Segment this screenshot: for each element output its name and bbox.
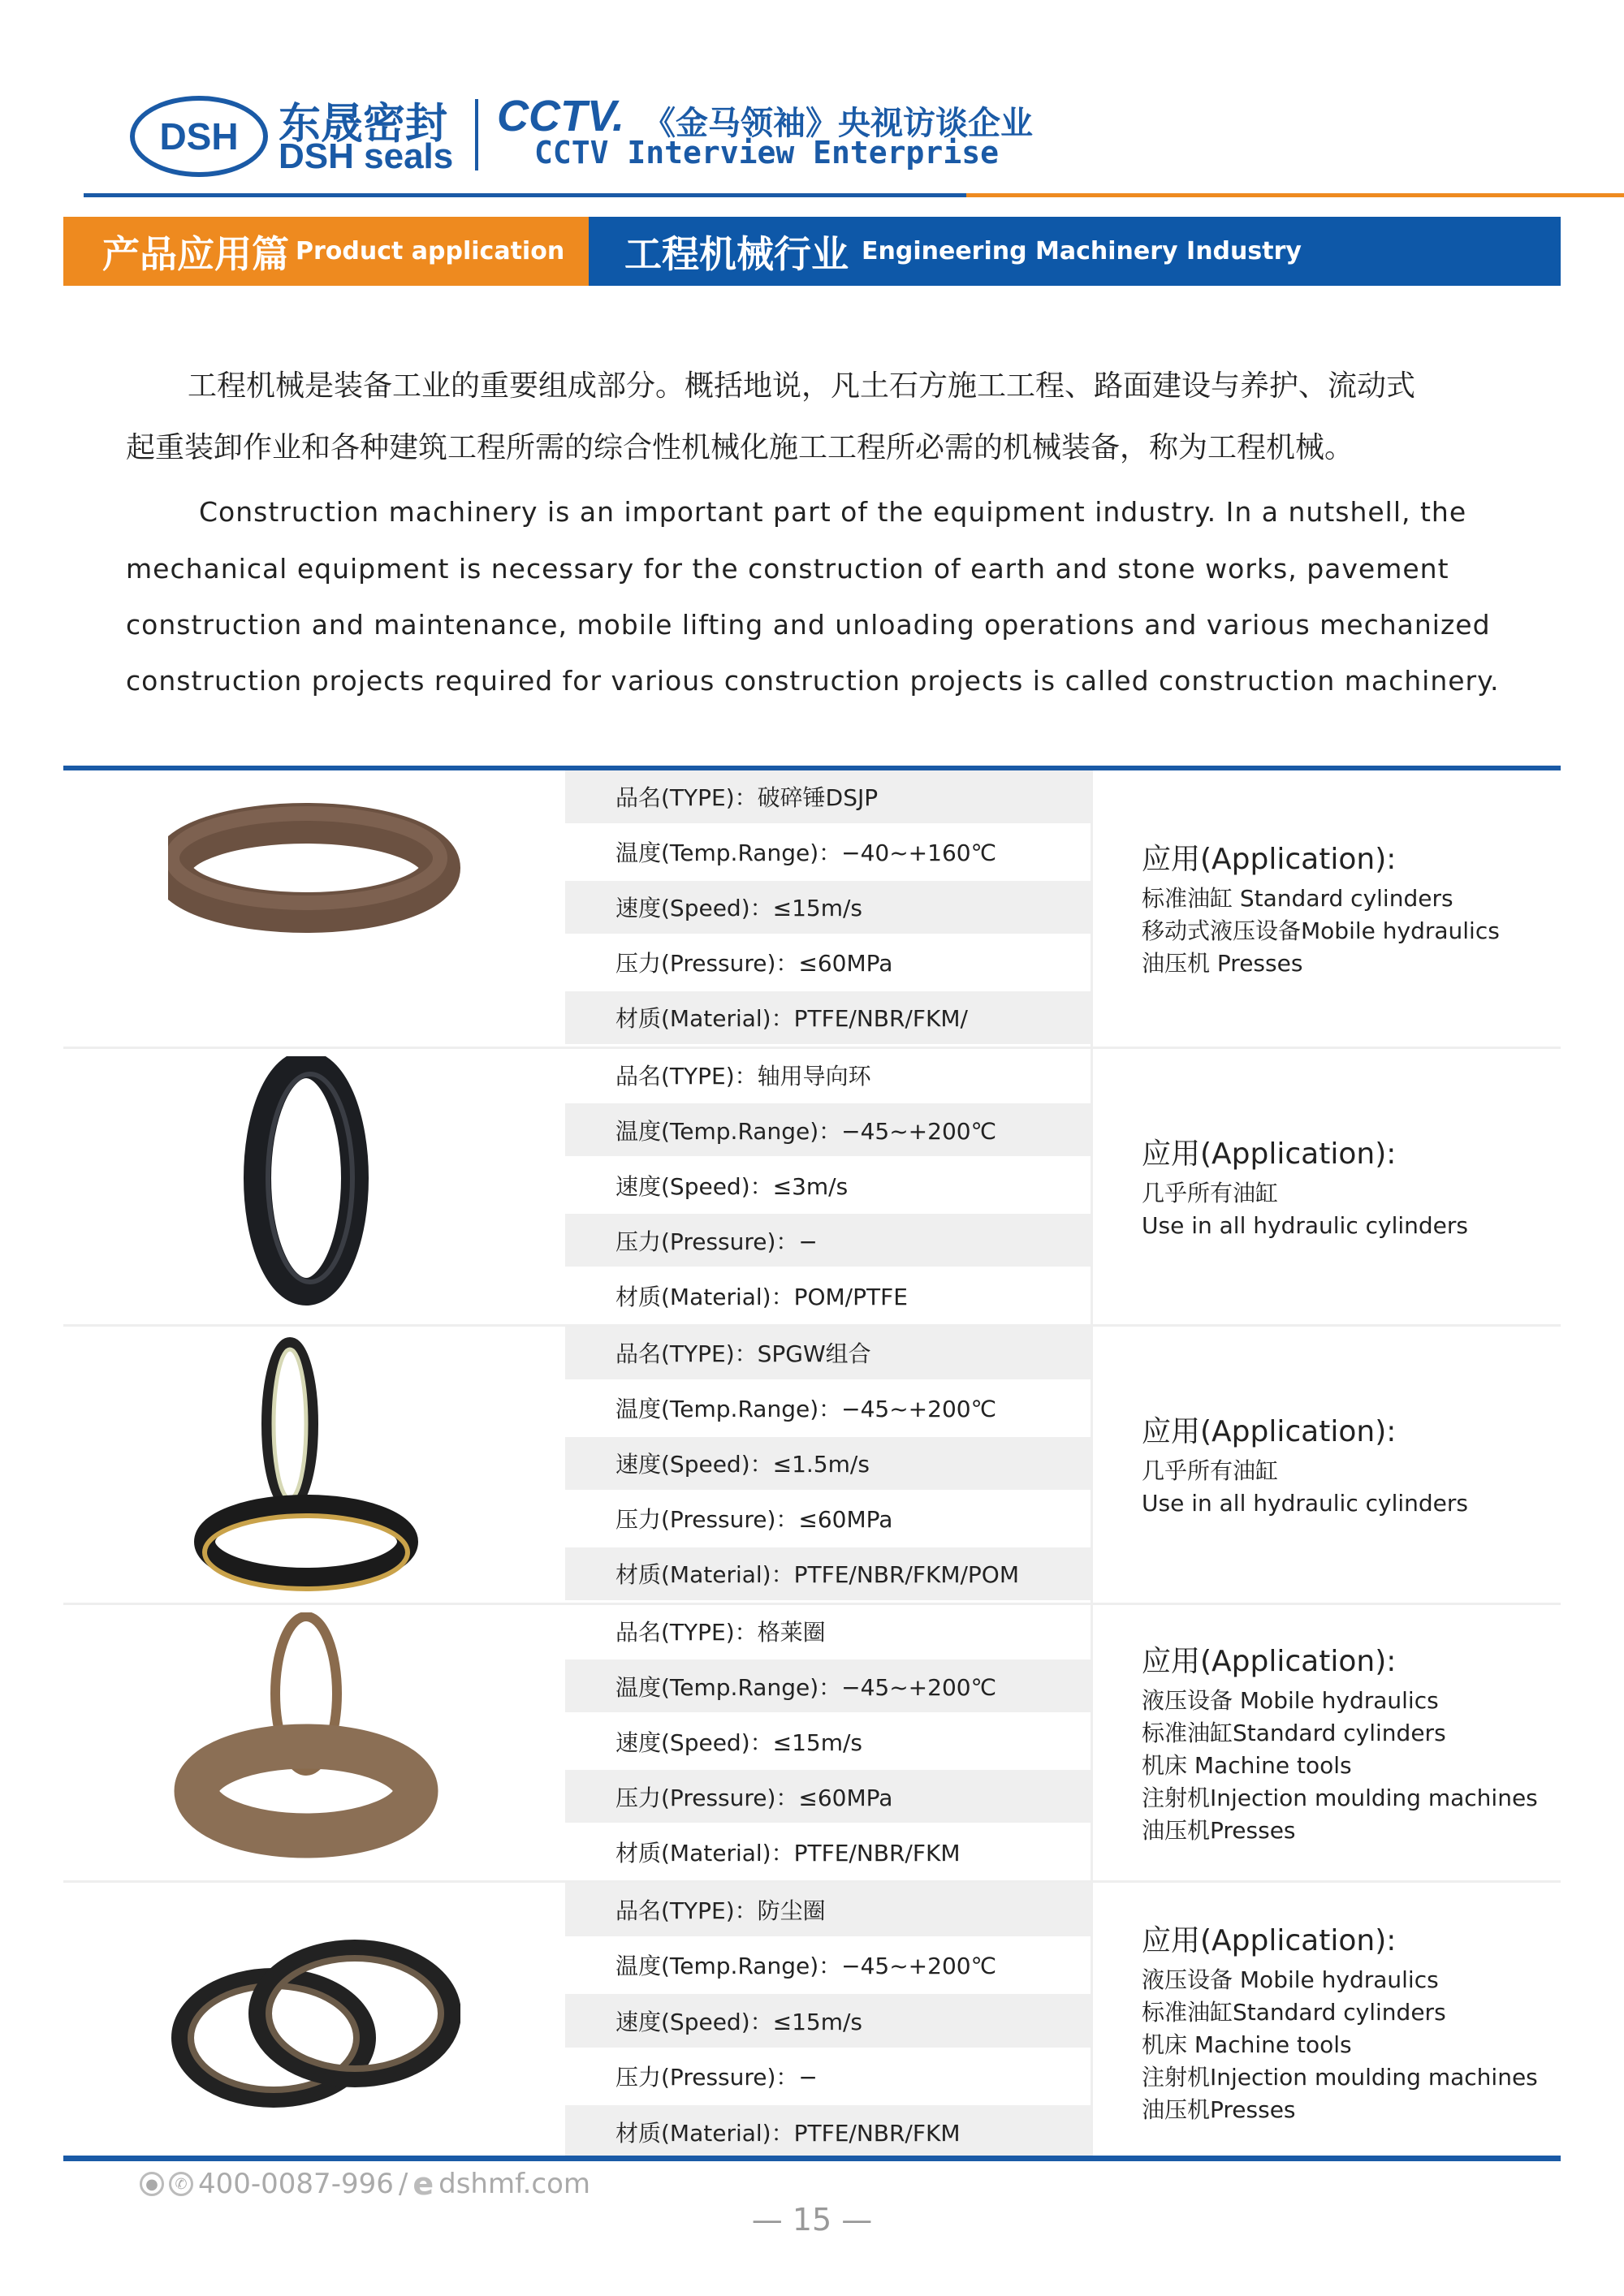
- seal-ring-image: [168, 1056, 460, 1316]
- spec-row: 温度(Temp.Range)：−40~+160℃: [565, 826, 1091, 881]
- spec-row: 品名(TYPE)：格莱圈: [565, 1605, 1091, 1660]
- header-rule-blue: [84, 193, 966, 197]
- application-cell: [1091, 1327, 1561, 1603]
- intro-en-line-4: construction projects required for various construction projects is called construction machinery.: [126, 665, 1500, 697]
- application-title: 应用(Application):: [1142, 1923, 1397, 1957]
- brand-name-cn: 东晟密封: [279, 100, 448, 149]
- brand-name-en: DSH seals: [279, 136, 454, 176]
- application-title: 应用(Application):: [1142, 843, 1397, 877]
- section-label-cn: 产品应用篇: [102, 231, 289, 276]
- spec-row: 速度(Speed)：≤15m/s: [565, 881, 1091, 936]
- application-item: 移动式液压设备Mobile hydraulics: [1142, 917, 1500, 945]
- product-row: [63, 770, 1561, 1049]
- qq-icon: ●: [140, 2172, 164, 2196]
- product-image: [63, 1049, 565, 1325]
- application-item: 注射机Injection moulding machines: [1142, 1784, 1538, 1811]
- product-row: [63, 1327, 1561, 1605]
- product-image: [63, 770, 565, 1047]
- cctv-title-cn: 《金马领袖》央视访谈企业: [643, 105, 1033, 142]
- spec-row: 材质(Material)：PTFE/NBR/FKM: [565, 2105, 1091, 2161]
- spec-row: 材质(Material)：PTFE/NBR/FKM/: [565, 991, 1091, 1047]
- footer-separator: /: [398, 2168, 408, 2200]
- footer-phone: 400-0087-996: [198, 2168, 394, 2200]
- seal-ring-image: [168, 1335, 460, 1595]
- application-cell: [1091, 1605, 1561, 1881]
- logo-divider: [475, 99, 478, 170]
- spec-row: 温度(Temp.Range)：−45~+200℃: [565, 1939, 1091, 1995]
- intro-en-line-3: construction and maintenance, mobile lifting and unloading operations and various mechanized: [126, 609, 1491, 641]
- intro-en-line-2: mechanical equipment is necessary for the construction of earth and stone works, pavement: [126, 553, 1449, 585]
- application-item: Use in all hydraulic cylinders: [1142, 1490, 1468, 1517]
- spec-row: 品名(TYPE)：破碎锤DSJP: [565, 770, 1091, 826]
- application-title: 应用(Application):: [1142, 1137, 1397, 1171]
- spec-list: [565, 1049, 1091, 1325]
- application-cell: [1091, 770, 1561, 1047]
- cctv-title-en: CCTV Interview Enterprise: [534, 135, 999, 170]
- spec-row: 压力(Pressure)：≤60MPa: [565, 1770, 1091, 1825]
- application-item: 油压机Presses: [1142, 2095, 1296, 2123]
- spec-row: 速度(Speed)：≤15m/s: [565, 1715, 1091, 1770]
- spec-row: 材质(Material)：POM/PTFE: [565, 1269, 1091, 1324]
- spec-row: 温度(Temp.Range)：−45~+200℃: [565, 1103, 1091, 1159]
- phone-icon: ✆: [169, 2172, 193, 2196]
- spec-row: 品名(TYPE)：SPGW组合: [565, 1327, 1091, 1382]
- application-cell: [1091, 1883, 1561, 2161]
- section-label: [63, 217, 589, 286]
- industry-title: [589, 217, 1561, 286]
- application-title: 应用(Application):: [1142, 1415, 1397, 1449]
- product-row: [63, 1049, 1561, 1327]
- spec-row: 速度(Speed)：≤1.5m/s: [565, 1437, 1091, 1492]
- cctv-logo: CCTV.: [497, 92, 625, 140]
- spec-row: 速度(Speed)：≤3m/s: [565, 1159, 1091, 1214]
- product-row: [63, 1605, 1561, 1884]
- application-item: 机床 Machine tools: [1142, 2031, 1352, 2058]
- industry-title-cn: 工程机械行业: [624, 231, 849, 276]
- application-item: 油压机Presses: [1142, 1816, 1296, 1844]
- logo-text: DSH: [159, 115, 239, 158]
- table-bottom-rule: [63, 2156, 1561, 2161]
- intro-en-line-1: Construction machinery is an important part of the equipment industry. In a nutshell, the: [199, 496, 1467, 528]
- seal-ring-image: [168, 779, 460, 1038]
- seal-ring-image: [168, 1892, 460, 2151]
- spec-row: 材质(Material)：PTFE/NBR/FKM: [565, 1825, 1091, 1880]
- product-image: [63, 1883, 565, 2161]
- spec-row: 温度(Temp.Range)：−45~+200℃: [565, 1382, 1091, 1437]
- spec-row: 压力(Pressure)：−: [565, 1214, 1091, 1269]
- spec-row: 温度(Temp.Range)：−45~+200℃: [565, 1659, 1091, 1715]
- spec-list: [565, 770, 1091, 1047]
- application-cell: [1091, 1049, 1561, 1325]
- application-item: 标准油缸 Standard cylinders: [1142, 885, 1453, 913]
- spec-row: 速度(Speed)：≤15m/s: [565, 1994, 1091, 2050]
- spec-list: [565, 1605, 1091, 1881]
- spec-row: 品名(TYPE)：防尘圈: [565, 1883, 1091, 1939]
- product-image: [63, 1327, 565, 1603]
- intro-cn-line-1: 工程机械是装备工业的重要组成部分。概括地说，凡土石方施工工程、路面建设与养护、流动式: [188, 369, 1416, 403]
- footer-website[interactable]: dshmf.com: [438, 2168, 590, 2200]
- industry-title-en: Engineering Machinery Industry: [862, 237, 1302, 265]
- application-item: 机床 Machine tools: [1142, 1751, 1352, 1779]
- spec-row: 品名(TYPE)：轴用导向环: [565, 1049, 1091, 1104]
- dsh-logo: [130, 96, 268, 177]
- product-table: [63, 766, 1561, 2161]
- spec-row: 压力(Pressure)：−: [565, 2050, 1091, 2106]
- application-title: 应用(Application):: [1142, 1644, 1397, 1678]
- application-item: 几乎所有油缸: [1142, 1179, 1279, 1206]
- seal-ring-image: [168, 1612, 460, 1872]
- spec-list: [565, 1327, 1091, 1603]
- header-rule-orange: [966, 193, 1624, 197]
- product-row: [63, 1883, 1561, 2161]
- spec-row: 材质(Material)：PTFE/NBR/FKM/POM: [565, 1547, 1091, 1603]
- spec-list: [565, 1883, 1091, 2161]
- footer-contact: [140, 2166, 590, 2202]
- application-item: 液压设备 Mobile hydraulics: [1142, 1686, 1439, 1714]
- intro-cn-line-2: 起重装卸作业和各种建筑工程所需的综合性机械化施工工程所必需的机械装备，称为工程机械。: [126, 431, 1354, 464]
- application-item: 标准油缸Standard cylinders: [1142, 1998, 1446, 2026]
- section-label-en: Product application: [296, 237, 565, 265]
- application-item: 注射机Injection moulding machines: [1142, 2063, 1538, 2091]
- product-image: [63, 1605, 565, 1881]
- application-item: 标准油缸Standard cylinders: [1142, 1719, 1446, 1746]
- application-item: 几乎所有油缸: [1142, 1457, 1279, 1485]
- application-item: 液压设备 Mobile hydraulics: [1142, 1966, 1439, 1993]
- spec-row: 压力(Pressure)：≤60MPa: [565, 1492, 1091, 1547]
- application-item: 油压机 Presses: [1142, 950, 1303, 978]
- application-item: Use in all hydraulic cylinders: [1142, 1211, 1468, 1239]
- web-icon: e: [412, 2166, 434, 2202]
- page-number: — 15 —: [751, 2202, 873, 2238]
- spec-row: 压力(Pressure)：≤60MPa: [565, 936, 1091, 991]
